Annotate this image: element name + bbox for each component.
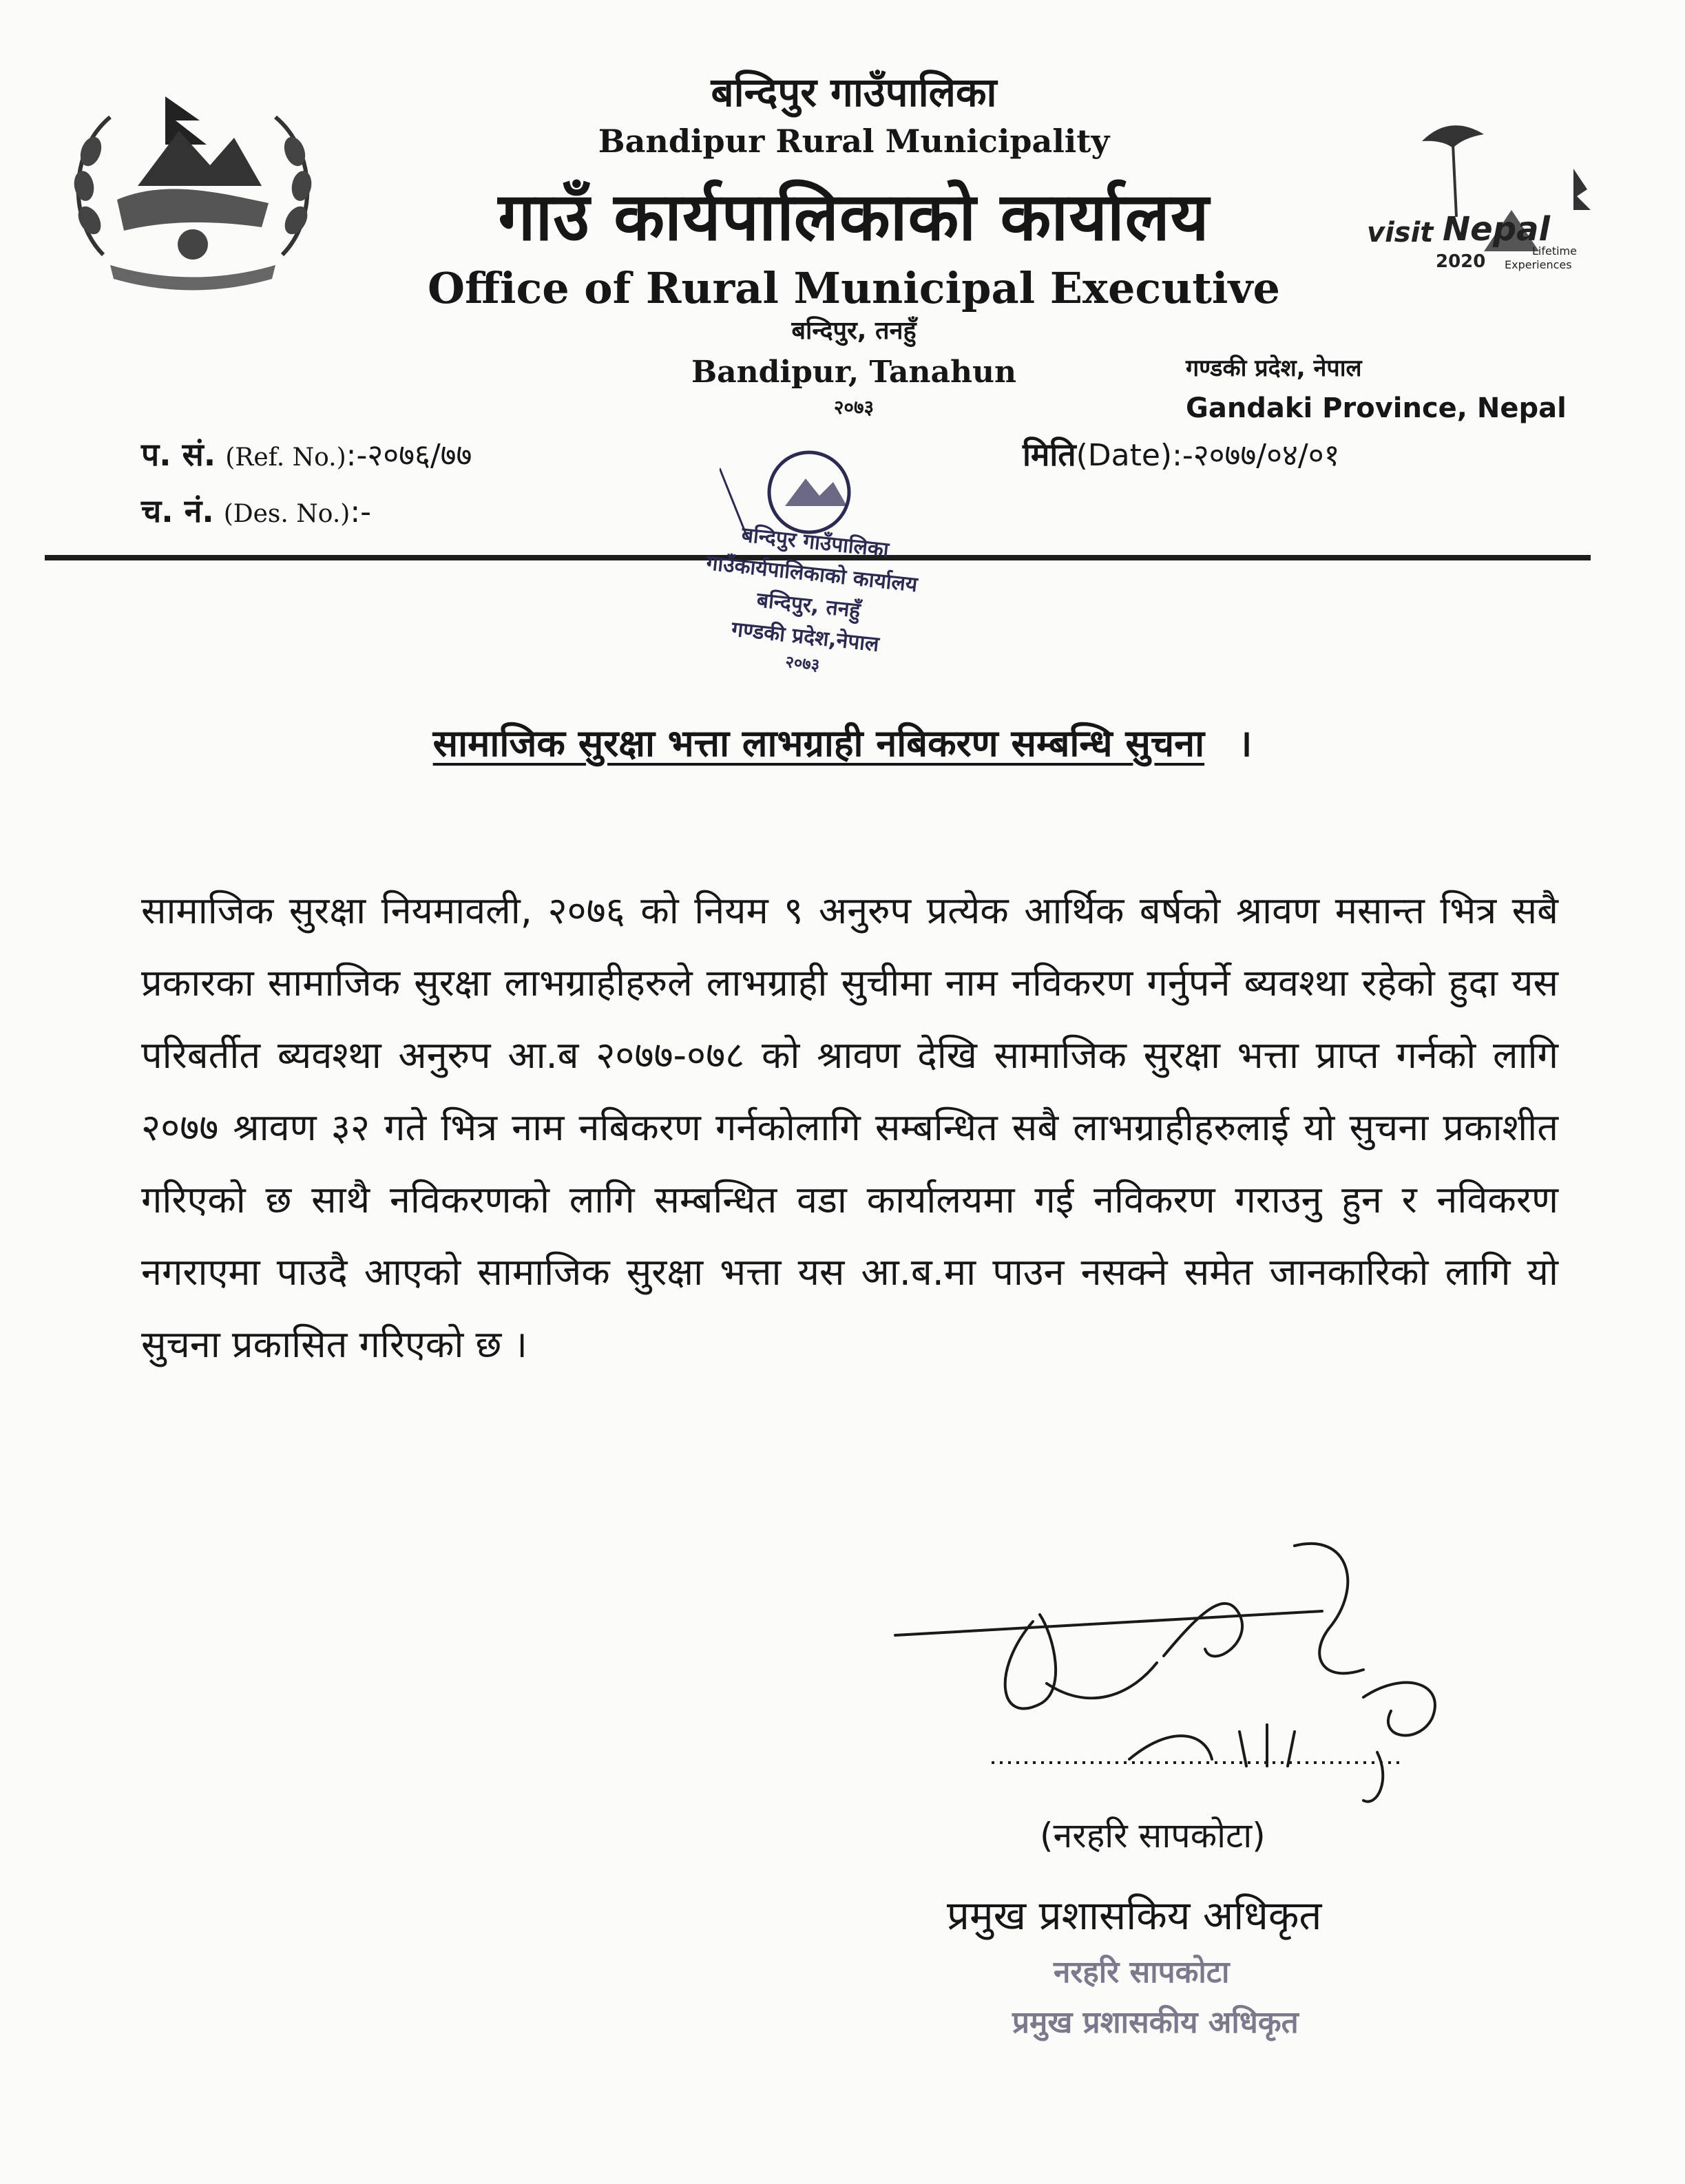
municipality-name-en: Bandipur Rural Municipality: [598, 123, 1110, 160]
office-name-en: Office of Rural Municipal Executive: [428, 263, 1280, 313]
visit-text: visit: [1367, 217, 1434, 249]
seal-title: प्रमुख प्रशासकीय अधिकृत: [1012, 2005, 1299, 2040]
seal-name: नरहरि सापकोटा: [1054, 1955, 1230, 1990]
stamp-line-2: गाउँकार्यपालिकाको कार्यालय: [705, 551, 919, 598]
des-label-np: च. नं.: [141, 492, 214, 529]
visit-nepal-logo: [1367, 114, 1594, 286]
nepal-emblem-icon: [62, 83, 324, 296]
dispatch-number: [141, 489, 371, 532]
date-label-np: मिति: [1023, 436, 1076, 473]
address-np: बन्दिपुर, तनहुँ: [791, 317, 917, 345]
date-value: :-२०७७/०४/०१: [1172, 438, 1340, 473]
handwritten-signature: [881, 1532, 1515, 1821]
ref-label-np: प. सं.: [141, 436, 216, 473]
date-label-en: (Date): [1076, 438, 1173, 473]
province-np: गण्डकी प्रदेश, नेपाल: [1186, 355, 1362, 382]
logo-year: 2020: [1436, 251, 1486, 272]
letter-date: [1023, 432, 1339, 475]
stamp-line-5: २०७३: [784, 651, 821, 675]
signatory-name: (नरहरि सापकोटा): [1040, 1816, 1266, 1856]
stamp-line-4: गण्डकी प्रदेश,नेपाल: [730, 617, 881, 657]
municipality-name-np: बन्दिपुर गाउँपालिका: [711, 69, 997, 116]
ref-label-en: (Ref. No.): [225, 443, 346, 472]
notice-body: सामाजिक सुरक्षा नियमावली, २०७६ को नियम ९ अनुरुप प्रत्येक आर्थिक बर्षको श्रावण मसान्त भित्र सबै प्रकारका सामाजिक सुरक्षा लाभग्राहीहरुले लाभग्राही सुचीमा नाम नविकरण गर्नुपर्ने ब्यवश्था रहेको हुदा यस परिबर्तीत ब्यवश्था अनुरुप आ.ब २०७७-०७८ को श्रावण देखि सामाजिक सुरक्षा भत्ता प्राप्त गर्नको लागि २०७७ श्रावण ३२ गते भित्र नाम नबिकरण गर्नकोलागि सम्बन्धित सबै लाभग्राहीहरुलाई यो सुचना प्रकाशीत गरिएको छ साथै नविकरणको लागि सम्बन्धित वडा कार्यालयमा गई नविकरण गराउनु हुन र नविकरण नगराएमा पाउदै आएको सामाजिक सुरक्षा भत्ता यस आ.ब.मा पाउन नसक्ने समेत जानकारिको लागि यो सुचना प्रकासित गरिएको छ ।: [141, 889, 1558, 1366]
stamp-line-1: बन्दिपुर गाउँपालिका: [740, 523, 890, 563]
des-label-en: (Des. No.): [223, 500, 350, 528]
logo-tagline-1: Lifetime: [1532, 244, 1577, 258]
nepal-text: Nepal: [1443, 210, 1550, 249]
address-en: Bandipur, Tanahun: [691, 355, 1017, 390]
office-name-np: गाउँ कार्यपालिकाको कार्यालय: [498, 178, 1210, 255]
ref-value: :-२०७६/७७: [346, 438, 472, 473]
notice-subject: [0, 716, 1685, 767]
subject-text: सामाजिक सुरक्षा भत्ता लाभग्राही नबिकरण सम्बन्धि सुचना: [432, 722, 1205, 765]
stamp-line-3: बन्दिपुर, तनहुँ: [755, 588, 862, 623]
established-year: २०७३: [833, 396, 875, 419]
subject-end-mark: ।: [1237, 722, 1253, 765]
des-value: :-: [350, 494, 372, 529]
office-stamp: [664, 441, 954, 709]
signatory-title: प्रमुख प्रशासकिय अधिकृत: [947, 1892, 1322, 1939]
province-en: Gandaki Province, Nepal: [1186, 392, 1567, 424]
logo-tagline-2: Experiences: [1505, 258, 1572, 271]
reference-number: [141, 432, 472, 475]
